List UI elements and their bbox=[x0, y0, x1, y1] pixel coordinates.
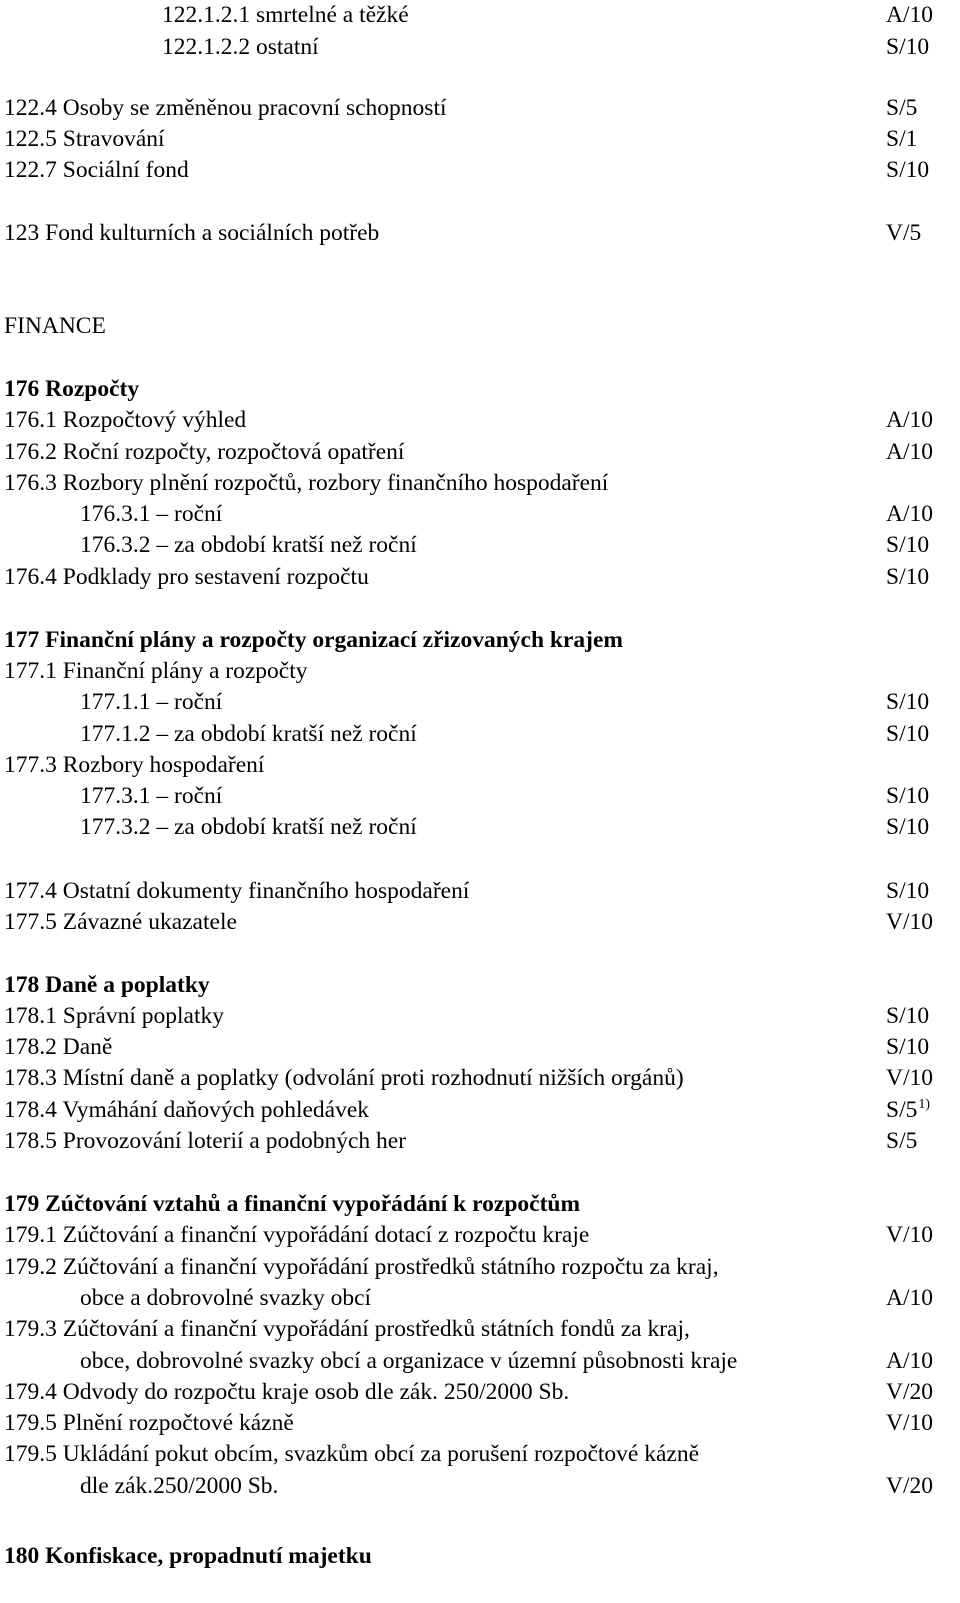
retention-code: V/20 bbox=[886, 1379, 933, 1405]
retention-code: A/10 bbox=[886, 407, 933, 433]
list-item bbox=[0, 750, 960, 780]
group-heading bbox=[0, 625, 960, 655]
item-text: 122.4 Osoby se změněnou pracovní schopností bbox=[4, 95, 447, 121]
item-text: 179.4 Odvody do rozpočtu kraje osob dle zák. 250/2000 Sb. bbox=[4, 1379, 570, 1405]
retention-code: A/10 bbox=[886, 1285, 933, 1311]
list-item bbox=[0, 1063, 960, 1093]
item-text: obce a dobrovolné svazky obcí bbox=[80, 1285, 372, 1311]
list-item bbox=[0, 1220, 960, 1250]
retention-code: S/10 bbox=[886, 721, 930, 747]
list-item bbox=[0, 1032, 960, 1062]
retention-code: V/10 bbox=[886, 1065, 933, 1091]
item-text: 176.2 Roční rozpočty, rozpočtová opatření bbox=[4, 439, 405, 465]
retention-code: S/5 bbox=[886, 95, 918, 121]
list-item bbox=[0, 468, 960, 498]
retention-code: S/10 bbox=[886, 814, 930, 840]
retention-code: A/10 bbox=[886, 439, 933, 465]
item-text: 177.1.2 – za období kratší než roční bbox=[80, 721, 417, 747]
code-value: S/5 bbox=[886, 1097, 918, 1123]
retention-code: S/10 bbox=[886, 157, 930, 183]
section-title: FINANCE bbox=[4, 313, 106, 339]
retention-code: S/10 bbox=[886, 689, 930, 715]
list-item bbox=[0, 405, 960, 435]
retention-code: V/10 bbox=[886, 1410, 933, 1436]
retention-code: V/10 bbox=[886, 1222, 933, 1248]
list-item bbox=[0, 781, 960, 811]
list-item bbox=[0, 1095, 960, 1125]
list-item bbox=[0, 876, 960, 906]
item-text: 122.5 Stravování bbox=[4, 126, 165, 152]
item-text: 122.1.2.1 smrtelné a těžké bbox=[162, 2, 409, 28]
item-text: 177.3 Rozbory hospodaření bbox=[4, 752, 265, 778]
item-text: 177.1 Finanční plány a rozpočty bbox=[4, 658, 308, 684]
group-title: 179 Zúčtování vztahů a finanční vypořádání k rozpočtům bbox=[4, 1191, 581, 1217]
list-item bbox=[0, 656, 960, 686]
item-text: 176.3.2 – za období kratší než roční bbox=[80, 532, 417, 558]
item-text: 176.3 Rozbory plnění rozpočtů, rozbory finančního hospodaření bbox=[4, 470, 609, 496]
list-item bbox=[0, 218, 960, 248]
retention-code: S/10 bbox=[886, 1034, 930, 1060]
retention-code: S/10 bbox=[886, 1003, 930, 1029]
list-item bbox=[0, 1408, 960, 1438]
item-text: 179.5 Plnění rozpočtové kázně bbox=[4, 1410, 294, 1436]
item-text: 177.3.1 – roční bbox=[80, 783, 223, 809]
item-text: 176.3.1 – roční bbox=[80, 501, 223, 527]
item-text: 178.5 Provozování loterií a podobných her bbox=[4, 1128, 407, 1154]
item-text: 177.1.1 – roční bbox=[80, 689, 223, 715]
item-text: 176.4 Podklady pro sestavení rozpočtu bbox=[4, 564, 369, 590]
retention-code: S/10 bbox=[886, 34, 930, 60]
retention-code: S/10 bbox=[886, 564, 930, 590]
item-text: obce, dobrovolné svazky obcí a organizace v územní působnosti kraje bbox=[80, 1348, 738, 1374]
item-text: 177.3.2 – za období kratší než roční bbox=[80, 814, 417, 840]
retention-code: A/10 bbox=[886, 2, 933, 28]
list-item bbox=[0, 719, 960, 749]
list-item bbox=[0, 1377, 960, 1407]
item-text: 176.1 Rozpočtový výhled bbox=[4, 407, 247, 433]
list-item bbox=[0, 1439, 960, 1469]
group-title: 178 Daně a poplatky bbox=[4, 972, 210, 998]
list-item bbox=[0, 437, 960, 467]
list-item bbox=[0, 562, 960, 592]
list-item bbox=[0, 812, 960, 842]
list-item bbox=[0, 155, 960, 185]
list-item bbox=[0, 530, 960, 560]
group-heading bbox=[0, 970, 960, 1000]
item-text: 122.1.2.2 ostatní bbox=[162, 34, 319, 60]
list-item bbox=[0, 1471, 960, 1501]
item-text: 178.2 Daně bbox=[4, 1034, 113, 1060]
group-title: 177 Finanční plány a rozpočty organizací zřizovaných krajem bbox=[4, 627, 623, 653]
group-heading bbox=[0, 1541, 960, 1571]
list-item bbox=[0, 1126, 960, 1156]
list-item bbox=[0, 1314, 960, 1344]
retention-code: S/10 bbox=[886, 783, 930, 809]
section-heading bbox=[0, 311, 960, 341]
retention-code: V/10 bbox=[886, 909, 933, 935]
group-heading bbox=[0, 374, 960, 404]
retention-code: S/5 bbox=[886, 1128, 918, 1154]
item-text: 179.5 Ukládání pokut obcím, svazkům obcí za porušení rozpočtové kázně bbox=[4, 1441, 700, 1467]
list-item bbox=[0, 124, 960, 154]
retention-code: S/1 bbox=[886, 126, 918, 152]
group-title: 176 Rozpočty bbox=[4, 376, 140, 402]
list-item bbox=[0, 1252, 960, 1282]
footnote-marker: 1) bbox=[918, 1097, 931, 1112]
list-item bbox=[0, 1346, 960, 1376]
list-item bbox=[0, 499, 960, 529]
retention-code: A/10 bbox=[886, 501, 933, 527]
item-text: 178.4 Vymáhání daňových pohledávek bbox=[4, 1097, 370, 1123]
retention-code: S/10 bbox=[886, 878, 930, 904]
retention-code: A/10 bbox=[886, 1348, 933, 1374]
retention-code bbox=[886, 1095, 930, 1129]
list-item bbox=[0, 687, 960, 717]
item-text: dle zák.250/2000 Sb. bbox=[80, 1473, 279, 1499]
list-item bbox=[0, 1283, 960, 1313]
list-item bbox=[0, 1001, 960, 1031]
list-item bbox=[0, 0, 960, 30]
retention-code: V/20 bbox=[886, 1473, 933, 1499]
item-text: 179.3 Zúčtování a finanční vypořádání prostředků státních fondů za kraj, bbox=[4, 1316, 690, 1342]
list-item bbox=[0, 93, 960, 123]
item-text: 122.7 Sociální fond bbox=[4, 157, 189, 183]
item-text: 179.2 Zúčtování a finanční vypořádání prostředků státního rozpočtu za kraj, bbox=[4, 1254, 719, 1280]
retention-code: V/5 bbox=[886, 220, 922, 246]
item-text: 177.5 Závazné ukazatele bbox=[4, 909, 237, 935]
item-text: 177.4 Ostatní dokumenty finančního hospodaření bbox=[4, 878, 470, 904]
item-text: 179.1 Zúčtování a finanční vypořádání dotací z rozpočtu kraje bbox=[4, 1222, 590, 1248]
item-text: 123 Fond kulturních a sociálních potřeb bbox=[4, 220, 380, 246]
group-title: 180 Konfiskace, propadnutí majetku bbox=[4, 1543, 372, 1569]
list-item bbox=[0, 32, 960, 62]
item-text: 178.1 Správní poplatky bbox=[4, 1003, 224, 1029]
group-heading bbox=[0, 1189, 960, 1219]
item-text: 178.3 Místní daně a poplatky (odvolání proti rozhodnutí nižších orgánů) bbox=[4, 1065, 684, 1091]
retention-code: S/10 bbox=[886, 532, 930, 558]
list-item bbox=[0, 907, 960, 937]
